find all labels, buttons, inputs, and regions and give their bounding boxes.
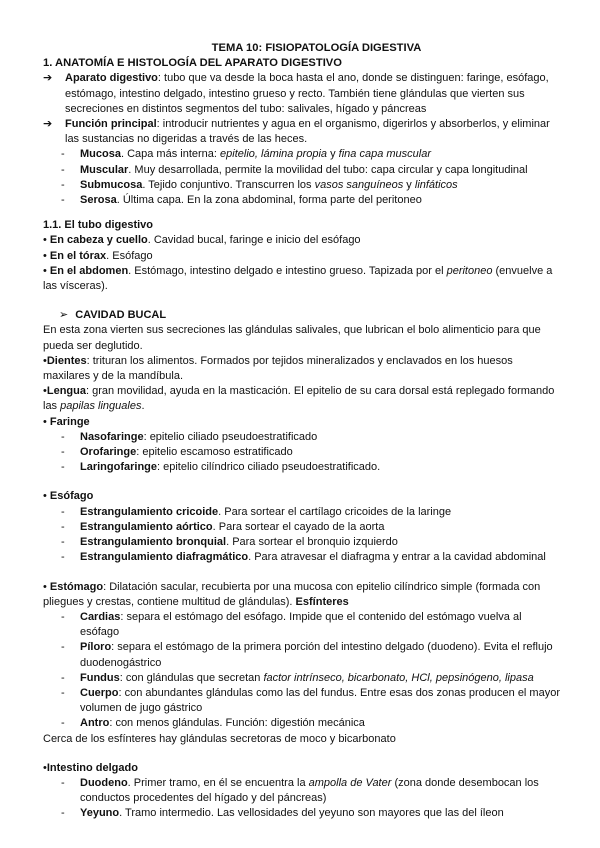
term: Esófago [49,490,94,503]
term: Aparato digestivo [65,72,158,85]
page-title: TEMA 10: FISIOPATOLOGÍA DIGESTIVA [211,42,422,54]
italic-text: papilas linguales [60,400,142,413]
bullet-line [43,384,560,414]
term: Yeyuno [80,807,120,820]
list-item [43,430,560,445]
text: . Cavidad bucal, faringe e inicio del esófago [147,234,361,247]
faringe-list [43,430,560,476]
dash-marker: - [61,551,65,564]
funcion-principal-item [43,117,560,147]
text: (zona donde desembocan los conductos procedentes del hígado y del páncreas) [80,776,539,805]
text: . Para sortear el bronquio izquierdo [226,536,398,549]
text: . Muy desarrollada, permite la movilidad del tubo: capa circular y capa longitudinal [128,163,528,176]
term: Cuerpo [80,686,119,699]
dash-marker: - [61,671,65,684]
term: Lengua [46,385,86,398]
list-item [43,640,560,670]
term: Estrangulamiento aórtico [80,520,213,533]
list-item [43,610,560,640]
list-item [43,716,560,731]
text: . Para sortear el cayado de la aorta [212,520,385,533]
term: Estrangulamiento diafragmático [80,551,249,564]
text: . Estómago, intestino delgado e intestino grueso. Tapizada por el [128,264,447,277]
italic-text: peritoneo [446,264,493,277]
text: . Última capa. En la zona abdominal, forma parte del peritoneo [116,194,422,207]
text: . Esófago [106,249,153,262]
bullet-marker: • [43,354,47,367]
text: : con abundantes glándulas como las del fundus. Entre esas dos zonas producen el mayor volumen de jugo gástrico [80,686,560,715]
dash-marker: - [61,610,65,623]
aparato-digestivo-item [43,71,560,117]
bullet-line [43,415,560,430]
term: Píloro [80,641,112,654]
term: Mucosa [80,148,121,161]
term: Laringofaringe [80,461,158,474]
term: Estómago [49,580,104,593]
term: En el tórax [49,249,107,262]
dash-marker: - [61,717,65,730]
list-item [43,193,560,208]
dash-marker: - [61,163,65,176]
bullet-marker: • [43,761,47,774]
definition: : tubo que va desde la boca hasta el ano, donde se distinguen: faringe, esófago, estómago, intestino delgado, intestino grueso y recto. También tiene glándulas que vierten sus secreciones en distintos segmentos del tubo: salivales, hígado y páncreas [65,72,549,115]
text: . Para sortear el cartílago cricoides de la laringe [218,505,452,518]
list-item [43,686,560,716]
term: Intestino delgado [46,761,138,774]
dash-marker: - [61,194,65,207]
italic-text: epitelio, lámina propia [220,148,328,161]
dash-marker: - [61,776,65,789]
estomago-list [43,610,560,732]
bullet-line [43,264,560,294]
dash-marker: - [61,178,65,191]
paragraph: Cerca de los esfínteres hay glándulas secretoras de moco y bicarbonato [43,732,396,745]
triangle-bullet-icon: ➢ [59,309,69,322]
text: : con glándulas que secretan [119,671,264,684]
dash-marker: - [61,505,65,518]
text: : separa el estómago de la primera porción del intestino delgado (duodeno). Evita el reflujo duodenogástrico [80,641,553,669]
dash-marker: - [61,686,65,699]
text: : gran movilidad, ayuda en la masticación. El epitelio de su cara dorsal está replegado formando las [43,385,555,413]
section-heading: 1. ANATOMÍA E HISTOLOGÍA DEL APARATO DIGESTIVO [43,57,342,70]
text: . Capa más interna: [120,148,221,161]
term: Faringe [49,415,90,428]
bullet-marker: • [43,385,47,398]
text: : epitelio escamoso estratificado [136,446,293,459]
term: Esfínteres [295,595,349,608]
term: Nasofaringe [80,430,144,443]
bullet-line [43,354,560,384]
bullet-line [43,233,560,248]
text: : Dilatación sacular, recubierta por una mucosa con epitelio cilíndrico simple (formada con pliegues y crestas, contiene multitud de glándulas). [43,580,541,608]
term: Submucosa [80,178,143,191]
term: Orofaringe [80,446,137,459]
term: Dientes [46,354,87,367]
text: (envuelve a las vísceras). [43,264,553,293]
italic-text: linfáticos [414,178,458,191]
bullet-marker: • [43,234,47,247]
text: y [403,178,415,191]
bullet-line [43,761,560,776]
term: Antro [80,717,110,730]
dash-marker: - [61,641,65,654]
arrow-icon: ➔ [43,118,53,131]
list-item [43,178,560,193]
capas-list [43,147,560,208]
italic-text: vasos sanguíneos [314,178,404,191]
term: Fundus [80,671,120,684]
italic-text: fina capa muscular [338,148,431,161]
definition: : introducir nutrientes y agua en el organismo, digerirlos y absorberlos, y eliminar las sustancias no digeridas a través de las heces. [65,118,550,146]
list-item [43,776,560,806]
list-item [43,806,560,821]
bullet-line [43,580,560,610]
text: . Tejido conjuntivo. Transcurren los [142,178,315,191]
list-item [43,671,560,686]
list-item [43,505,560,520]
term: Estrangulamiento cricoide [80,505,219,518]
text: . Primer tramo, en él se encuentra la [127,776,309,789]
bullet-marker: • [43,264,47,277]
text: : epitelio ciliado pseudoestratificado [143,430,318,443]
list-item [43,445,560,460]
text: : con menos glándulas. Función: digestión mecánica [109,717,365,730]
term: Estrangulamiento bronquial [80,536,227,549]
term: Muscular [80,163,129,176]
list-item [43,535,560,550]
term: Serosa [80,194,117,207]
list-item [43,550,560,565]
term: Cardias [80,610,121,623]
arrow-icon: ➔ [43,72,53,85]
cavidad-bucal-heading [43,308,560,323]
term: En el abdomen [49,264,129,277]
text: y [327,148,339,161]
text: : epitelio cilíndrico ciliado pseudoestratificado. [157,461,381,474]
bullet-line [43,249,560,264]
paragraph: En esta zona vierten sus secreciones las glándulas salivales, que lubrican el bolo alimenticio para que pueda ser deglutido. [43,324,541,352]
subsection-heading: 1.1. El tubo digestivo [43,219,154,232]
esofago-list [43,505,560,566]
italic-text: ampolla de Vater [308,776,392,789]
text: . [141,400,145,413]
term: Función principal [65,118,157,131]
list-item [43,460,560,475]
dash-marker: - [61,520,65,533]
list-item [43,520,560,535]
heading-text: CAVIDAD BUCAL [75,309,167,322]
text: . Para atravesar el diafragma y entrar a la cavidad abdominal [248,551,546,564]
term: Duodeno [80,776,128,789]
dash-marker: - [61,148,65,161]
text: : trituran los alimentos. Formados por tejidos mineralizados y enclavados en los huesos maxilares y de la mandíbula. [43,354,513,383]
bullet-marker: • [43,249,47,262]
bullet-marker: • [43,415,47,428]
list-item [43,163,560,178]
italic-text: factor intrínseco, bicarbonato, HCl, pepsinógeno, lipasa [263,671,534,684]
dash-marker: - [61,461,65,474]
list-item [43,147,560,162]
term: En cabeza y cuello [49,234,148,247]
dash-marker: - [61,536,65,549]
bullet-marker: • [43,580,47,593]
bullet-line [43,489,560,504]
dash-marker: - [61,807,65,820]
dash-marker: - [61,430,65,443]
bullet-marker: • [43,490,47,503]
dash-marker: - [61,446,65,459]
intestino-list [43,776,560,822]
text: . Tramo intermedio. Las vellosidades del yeyuno son mayores que las del íleon [119,807,504,820]
text: : separa el estómago del esófago. Impide que el contenido del estómago vuelva al esófago [80,610,522,639]
